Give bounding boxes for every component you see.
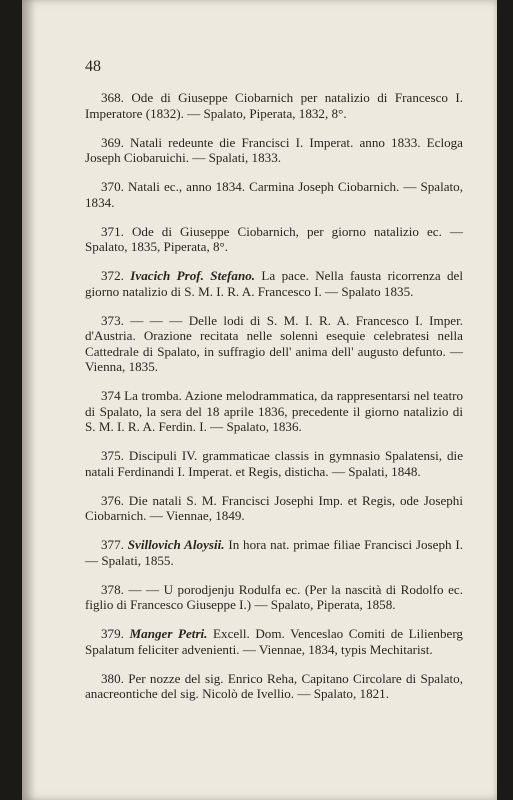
entry-text: La tromba. Azione melodrammatica, da rappresentarsi nel teatro di Spalato, la sera del 18 aprile 1836, precedente il giorno natalizio di S. M. I. R. A. Ferdin. I. — Spalato, 1836. [85,388,463,434]
bibliography-entry [85,268,463,299]
bibliography-entry [85,90,463,121]
entry-text: La pace. Nella fausta ricorrenza del giorno natalizio di S. M. I. R. A. Francesco I. — Spalato 1835. [85,268,463,299]
entry-number: 374 [101,388,121,403]
bibliography-entry [85,493,463,524]
bibliography-entry [85,537,463,568]
entry-number: 380. [101,670,124,686]
entry-number: 369. [101,134,124,150]
entry-number: 372. [101,268,124,283]
bibliography-entry [85,224,463,255]
bibliography-entry [85,313,463,375]
entry-text: Per nozze del sig. Enrico Reha, Capitano Circolare di Spalato, anacreontiche del sig. Nicolò de Ivellio. — Spalato, 1821. [85,670,463,701]
bibliography-entry [85,582,463,613]
bibliography-entry [85,448,463,479]
page-number: 48 [85,58,101,75]
entry-number: 376. [101,492,124,508]
entry-text: Excell. Dom. Venceslao Comiti de Lilienberg Spalatum feliciter advenienti. — Viennae, 1834, typis Mechitarist. [85,626,463,657]
entry-number: 368. [101,90,124,105]
entry-number: 370. [101,179,124,194]
entry-text: Die natali S. M. Francisci Josephi Imp. et Regis, ode Josephi Ciobarnich. — Viennae, 1849. [85,492,463,523]
bibliography-list [85,90,463,715]
entry-number: 375. [101,448,124,463]
entry-number: 371. [101,223,124,239]
entry-text: Natali ec., anno 1834. Carmina Joseph Ciobarnich. — Spalato, 1834. [85,179,464,210]
bibliography-entry [85,135,463,166]
entry-number: 377. [101,537,124,552]
bibliography-entry [85,388,463,435]
entry-number: 373. [101,312,124,328]
page-gutter-shadow [22,0,36,800]
entry-number: 379. [101,626,124,641]
entry-text: Discipuli IV. grammaticae classis in gymnasio Spalatensi, die natali Ferdinandi I. Imperat. et Regis, disticha. — Spalati, 1848. [85,448,464,479]
entry-number: 378. [101,581,124,597]
entry-text: — — — Delle lodi di S. M. I. R. A. Francesco I. Imper. d'Austria. Orazione recitata nelle solenni esequie celebratesi nella Cattedrale di Spalato, in suffragio dell' anima dell' augusto defunto. — Vienna, 1835. [85,312,463,374]
bibliography-entry [85,626,463,657]
entry-text: In hora nat. primae filiae Francisci Joseph I. — Spalati, 1855. [85,537,463,568]
entry-text: Ode di Giuseppe Ciobarnich, per giorno natalizio ec. — Spalato, 1835, Piperata, 8°. [85,223,463,254]
entry-author: Svillovich Aloysii. [127,537,225,552]
entry-text: — — U porodjenju Rodulfa ec. (Per la nascità di Rodolfo ec. figlio di Francesco Giuseppe I.) — Spalato, Piperata, 1858. [85,581,463,612]
entry-author: Ivacich Prof. Stefano. [130,268,256,283]
bibliography-entry [85,671,463,702]
entry-text: Natali redeunte die Francisci I. Imperat. anno 1833. Ecloga Joseph Ciobaruichi. — Spalati, 1833. [85,134,463,165]
entry-text: Ode di Giuseppe Ciobarnich per natalizio di Francesco I. Imperatore (1832). — Spalato, Piperata, 1832, 8°. [85,90,463,121]
entry-author: Manger Petri. [129,626,208,641]
bibliography-entry [85,179,463,210]
